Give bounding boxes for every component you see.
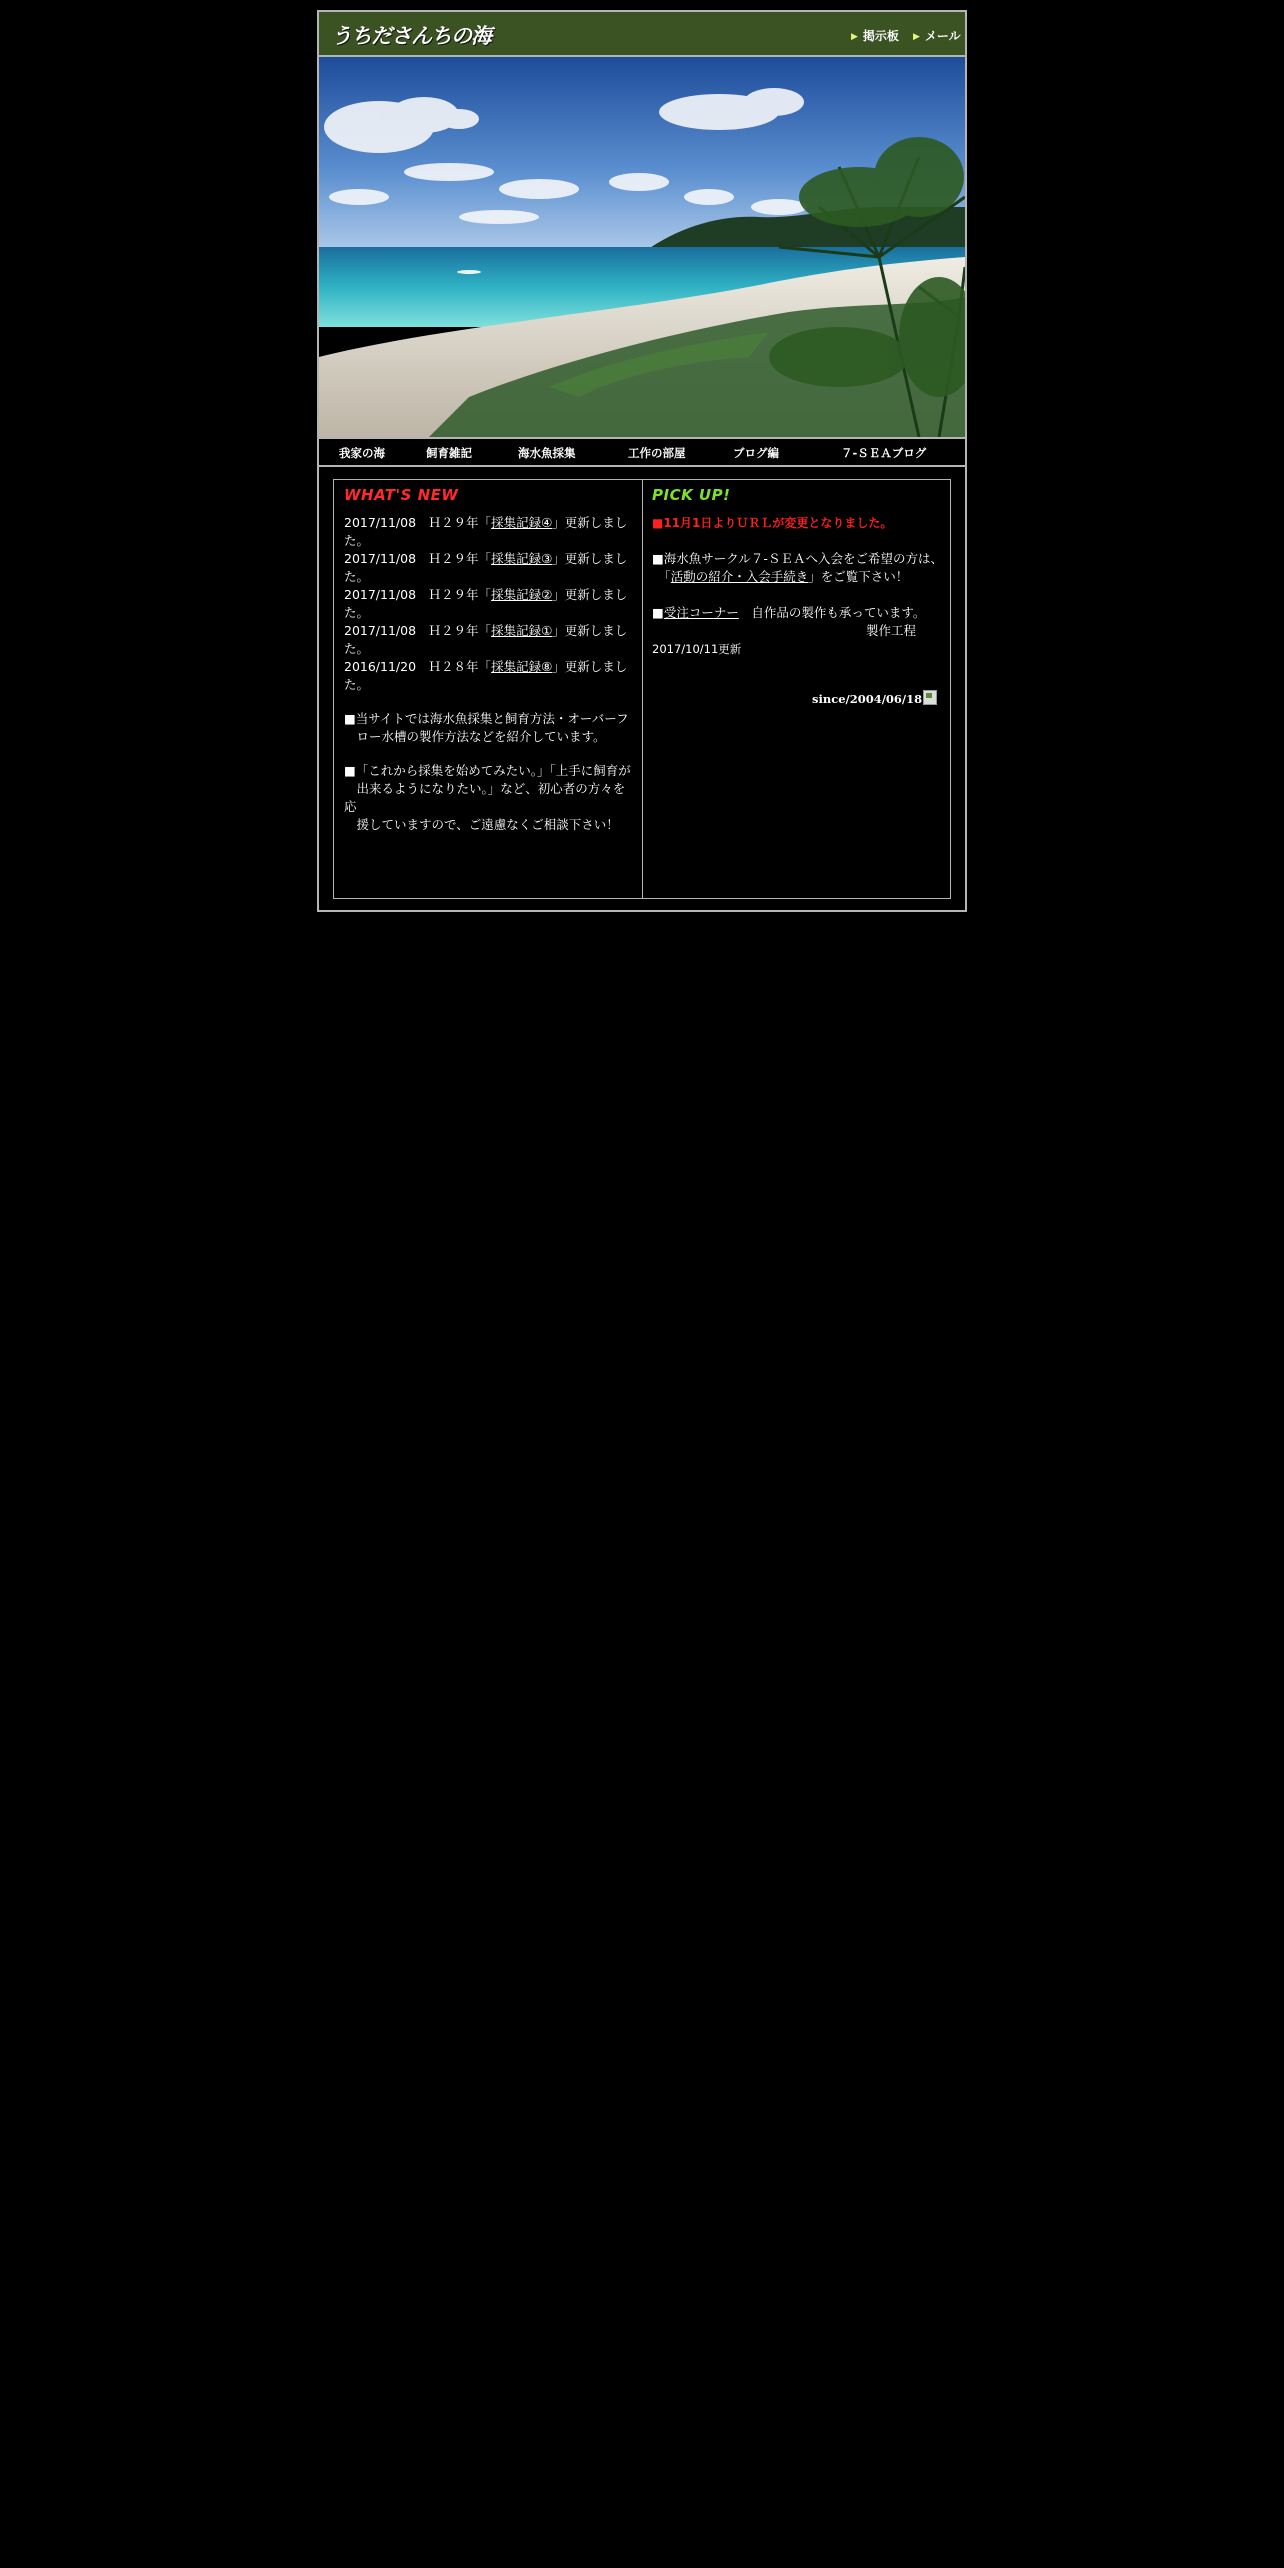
news-link[interactable]: 採集記録① bbox=[491, 623, 553, 638]
whats-new-title: WHAT'S NEW bbox=[344, 486, 459, 504]
news-item: 2017/11/08 Ｈ２９年「採集記録①」更新しました。 bbox=[344, 623, 628, 656]
order-line: ■受注コーナー 自作品の製作も承っています。 bbox=[652, 605, 926, 620]
nav-item-7sea-blog[interactable]: ７-ＳＥＡブログ bbox=[841, 446, 927, 460]
pickup-title: PICK UP! bbox=[652, 486, 731, 504]
circle-text: ■海水魚サークル７-ＳＥＡへ入会をご希望の方は、 bbox=[652, 551, 943, 566]
nav-item-workshop[interactable]: 工作の部屋 bbox=[628, 446, 686, 460]
bbs-link[interactable]: ▶ 掲示板 bbox=[851, 29, 899, 43]
counter-image-icon bbox=[923, 690, 937, 705]
site-intro-text: ■当サイトでは海水魚採集と飼育方法・オーバーフ ロー水槽の製作方法などを紹介しています。 bbox=[344, 711, 629, 744]
updated-date: 2017/10/11更新 bbox=[652, 642, 742, 656]
site-header bbox=[319, 12, 965, 57]
news-item: 2016/11/20 Ｈ２８年「採集記録⑧」更新しました。 bbox=[344, 659, 628, 692]
arrow-icon: ▶ bbox=[913, 32, 920, 42]
since-date: since/2004/06/18 bbox=[812, 692, 923, 706]
mail-link[interactable]: ▶ メール bbox=[913, 29, 961, 43]
news-item: 2017/11/08 Ｈ２９年「採集記録②」更新しました。 bbox=[344, 587, 628, 620]
nav-item-fish-collecting[interactable]: 海水魚採集 bbox=[518, 446, 576, 460]
news-link[interactable]: 採集記録④ bbox=[491, 515, 553, 530]
nav-item-my-sea[interactable]: 我家の海 bbox=[339, 446, 385, 460]
news-item: 2017/11/08 Ｈ２９年「採集記録④」更新しました。 bbox=[344, 515, 628, 548]
nav-item-blog[interactable]: ブログ編 bbox=[733, 446, 779, 460]
nav-item-breeding-notes[interactable]: 飼育雑記 bbox=[426, 446, 472, 460]
production-process-text: 製作工程 bbox=[866, 623, 917, 638]
news-link[interactable]: 採集記録② bbox=[491, 587, 553, 602]
beginner-support-text: ■「これから採集を始めてみたい。」「上手に飼育が 出来るようになりたい。」など、初心者の方々を応 援していますので、ご遠慮なくご相談下さい！ bbox=[344, 763, 631, 832]
main-nav bbox=[319, 439, 965, 467]
arrow-icon: ▶ bbox=[851, 32, 858, 42]
news-item: 2017/11/08 Ｈ２９年「採集記録③」更新しました。 bbox=[344, 551, 628, 584]
page-frame bbox=[317, 10, 967, 912]
url-change-notice: ■11月1日よりＵＲＬが変更となりました。 bbox=[652, 516, 893, 530]
pickup-section bbox=[652, 514, 947, 658]
site-title: うちださんちの海 bbox=[331, 24, 491, 48]
news-link[interactable]: 採集記録⑧ bbox=[491, 659, 553, 674]
beach-photo bbox=[319, 57, 965, 437]
news-link[interactable]: 採集記録③ bbox=[491, 551, 553, 566]
circle-line: 「活動の紹介・入会手続き」をご覧下さい！ bbox=[652, 569, 909, 584]
membership-link[interactable]: 活動の紹介・入会手続き bbox=[670, 569, 809, 584]
column-divider bbox=[642, 480, 643, 898]
content-box bbox=[333, 479, 951, 899]
hero-beach-image bbox=[319, 57, 965, 439]
order-corner-link[interactable]: 受注コーナー bbox=[663, 605, 739, 620]
whats-new-list bbox=[344, 514, 632, 834]
